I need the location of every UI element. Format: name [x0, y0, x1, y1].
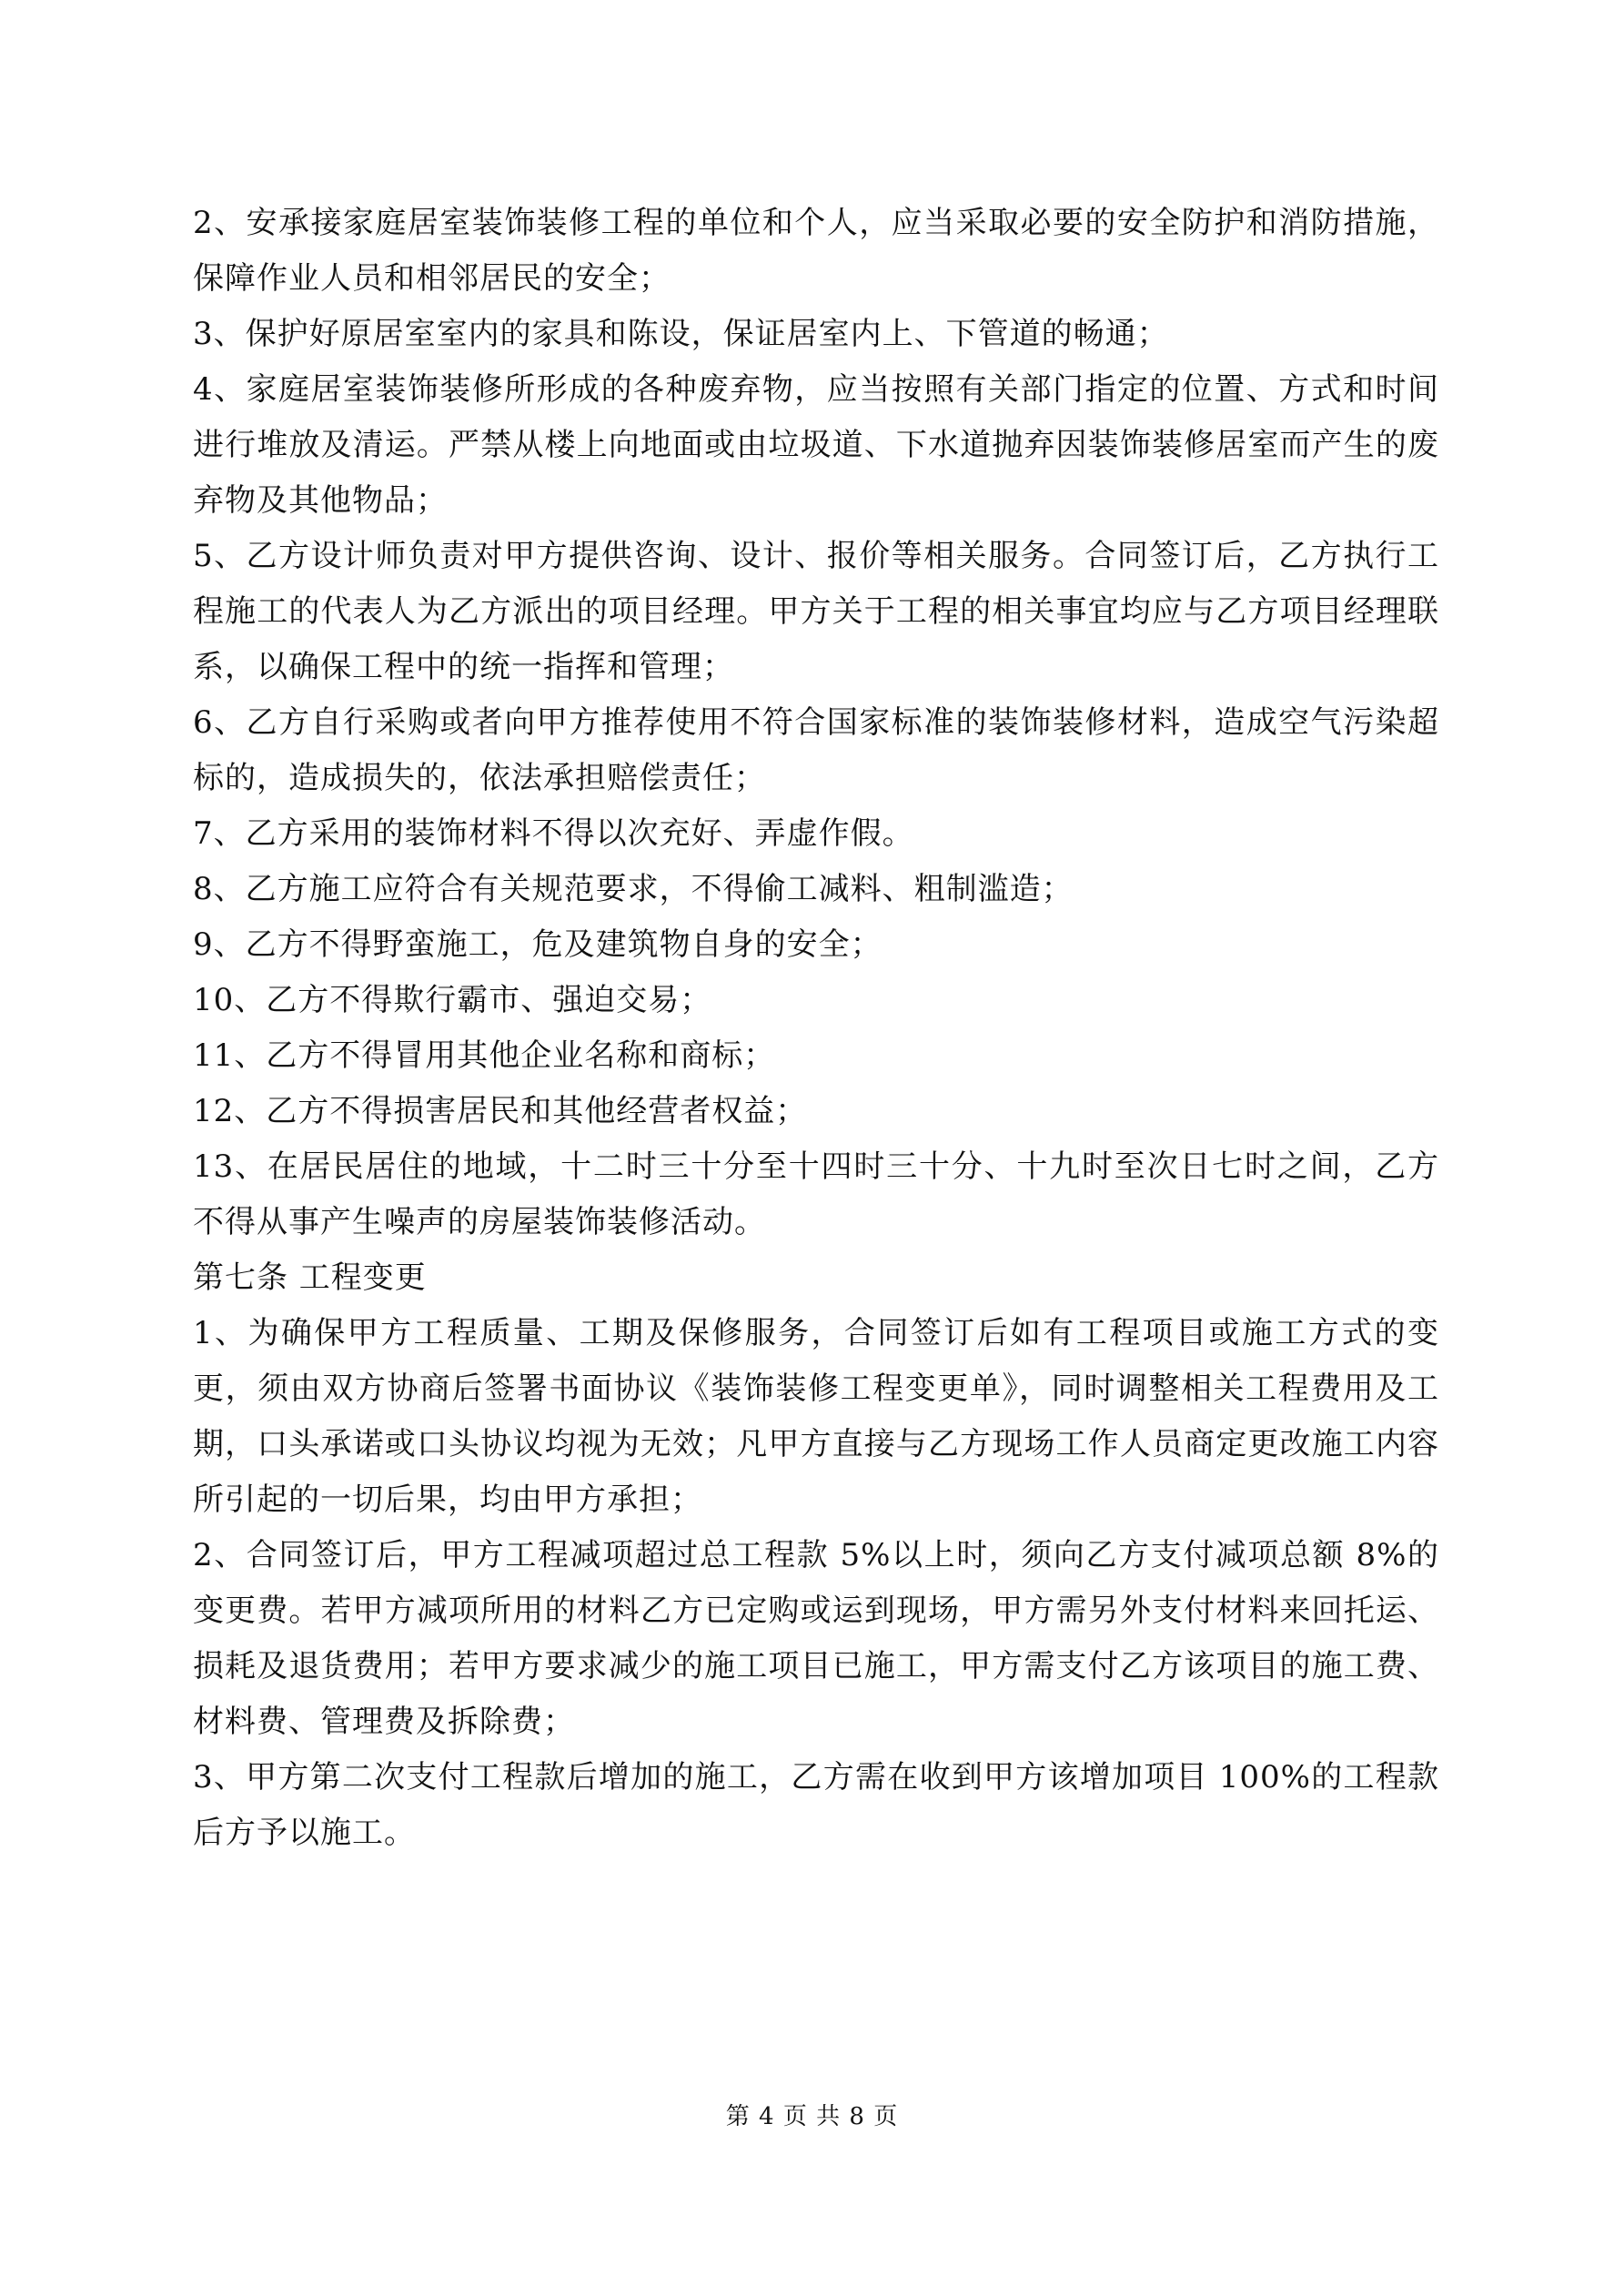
section-paragraph-3: 3、甲方第二次支付工程款后增加的施工，乙方需在收到甲方该增加项目 100%的工程款后方予以施工。 — [193, 1759, 1439, 1851]
section-paragraph-2: 2、合同签订后，甲方工程减项超过总工程款 5%以上时，须向乙方支付减项总额 8%的变更费。若甲方减项所用的材料乙方已定购或运到现场，甲方需另外支付材料来回托运、损耗及退货费用；若甲方要求减少的施工项目已施工，甲方需支付乙方该项目的施工费、材料费、管理费及拆除费； — [193, 1537, 1439, 1740]
paragraph-item-9: 9、乙方不得野蛮施工，危及建筑物自身的安全； — [193, 926, 883, 963]
paragraph-item-12: 12、乙方不得损害居民和其他经营者权益； — [193, 1093, 808, 1129]
paragraph-item-6: 6、乙方自行采购或者向甲方推荐使用不符合国家标准的装饰装修材料，造成空气污染超标的，造成损失的，依法承担赔偿责任； — [193, 704, 1439, 796]
paragraph-item-3: 3、保护好原居室室内的家具和陈设，保证居室内上、下管道的畅通； — [193, 316, 1169, 352]
paragraph-item-7: 7、乙方采用的装饰材料不得以次充好、弄虚作假。 — [193, 815, 914, 852]
paragraph-item-8: 8、乙方施工应符合有关规范要求，不得偷工减料、粗制滥造； — [193, 871, 1074, 907]
paragraph-item-13: 13、在居民居住的地域，十二时三十分至十四时三十分、十九时至次日七时之间，乙方不得从事产生噪声的房屋装饰装修活动。 — [193, 1148, 1439, 1240]
section-paragraph-1: 1、为确保甲方工程质量、工期及保修服务，合同签订后如有工程项目或施工方式的变更，须由双方协商后签署书面协议《装饰装修工程变更单》，同时调整相关工程费用及工期，口头承诺或口头协议均视为无效；凡甲方直接与乙方现场工作人员商定更改施工内容所引起的一切后果，均由甲方承担； — [193, 1315, 1439, 1518]
paragraph-item-11: 11、乙方不得冒用其他企业名称和商标； — [193, 1037, 776, 1074]
paragraph-item-5: 5、乙方设计师负责对甲方提供咨询、设计、报价等相关服务。合同签订后，乙方执行工程施工的代表人为乙方派出的项目经理。甲方关于工程的相关事宜均应与乙方项目经理联系，以确保工程中的统一指挥和管理； — [193, 538, 1439, 685]
paragraph-item-10: 10、乙方不得欺行霸市、强迫交易； — [193, 982, 712, 1018]
page-number-footer: 第 4 页 共 8 页 — [725, 2103, 899, 2130]
document-body — [193, 196, 1439, 1861]
section-heading: 第七条 工程变更 — [193, 1259, 427, 1296]
paragraph-item-4: 4、家庭居室装饰装修所形成的各种废弃物，应当按照有关部门指定的位置、方式和时间进行堆放及清运。严禁从楼上向地面或由垃圾道、下水道抛弃因装饰装修居室而产生的废弃物及其他物品； — [193, 371, 1439, 519]
paragraph-item-2: 2、安承接家庭居室装饰装修工程的单位和个人，应当采取必要的安全防护和消防措施，保障作业人员和相邻居民的安全； — [193, 205, 1439, 297]
